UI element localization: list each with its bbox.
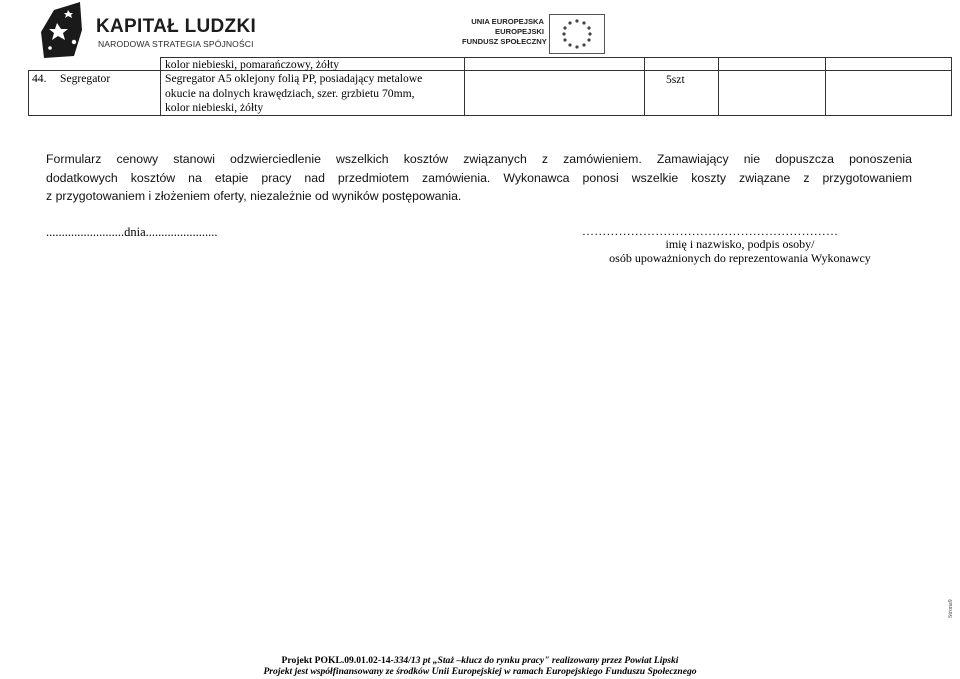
prev-row-description: kolor niebieski, pomarańczowy, żółty bbox=[165, 58, 340, 71]
eu-logo bbox=[462, 14, 612, 56]
page-number: Strona9 bbox=[948, 599, 954, 618]
statement-line-1: Formularz cenowy stanowi odzwierciedlenie wszelkich kosztów związanych z zamówieniem. Zamawiający nie dopuszcza ponoszenia bbox=[46, 152, 912, 166]
place-date-line: .........................dnia....................... bbox=[46, 225, 218, 239]
eu-line-2: EUROPEJSKI bbox=[495, 27, 544, 36]
kapital-ludzki-subtitle: NARODOWA STRATEGIA SPÓJNOŚCI bbox=[98, 39, 254, 49]
eu-logo-text bbox=[462, 17, 547, 47]
footer-project-title: 334/13 pt „Staż –klucz do rynku pracy" realizowany przez Powiat Lipski bbox=[393, 655, 679, 666]
kapital-ludzki-title: KAPITAŁ LUDZKI bbox=[96, 16, 257, 37]
row-description-line-2: okucie na dolnych krawędziach, szer. grzbietu 70mm, bbox=[165, 87, 415, 100]
signature-caption-1: imię i nazwisko, podpis osoby/ bbox=[665, 237, 815, 251]
signature-dots: ……………………………………………………… bbox=[582, 224, 839, 238]
row-description-line-3: kolor niebieski, żółty bbox=[165, 101, 264, 114]
statement-line-2: dodatkowych kosztów na etapie pracy nad przedmiotem zamówienia. Wykonawca ponosi wszelkie koszty związane z przygotowaniem bbox=[46, 170, 912, 185]
statement-line-3: z przygotowaniem i złożeniem oferty, niezależnie od wyników postępowania. bbox=[46, 189, 462, 203]
eu-line-3: FUNDUSZ SPOŁECZNY bbox=[462, 37, 547, 46]
eu-line-1: UNIA EUROPEJSKA bbox=[471, 17, 544, 26]
row-name: Segregator bbox=[60, 72, 111, 85]
footer-project-code: Projekt POKL.09.01.02-14- bbox=[281, 655, 394, 666]
kapital-ludzki-logo bbox=[38, 0, 257, 60]
price-table bbox=[28, 57, 952, 116]
row-quantity: 5szt bbox=[666, 73, 685, 86]
row-description-line-1: Segregator A5 oklejony folią PP, posiadający metalowe bbox=[165, 72, 423, 85]
kapital-ludzki-emblem-icon bbox=[38, 0, 94, 60]
eu-flag-icon bbox=[549, 14, 605, 54]
pricing-statement bbox=[46, 150, 912, 206]
signature-caption-2: osób upoważnionych do reprezentowania Wykonawcy bbox=[609, 251, 871, 265]
row-number: 44. bbox=[32, 72, 47, 85]
footer-line-1 bbox=[0, 655, 960, 666]
footer-line-2: Projekt jest współfinansowany ze środków Unii Europejskiej w ramach Europejskiego Funduszu Społecznego bbox=[263, 666, 697, 677]
